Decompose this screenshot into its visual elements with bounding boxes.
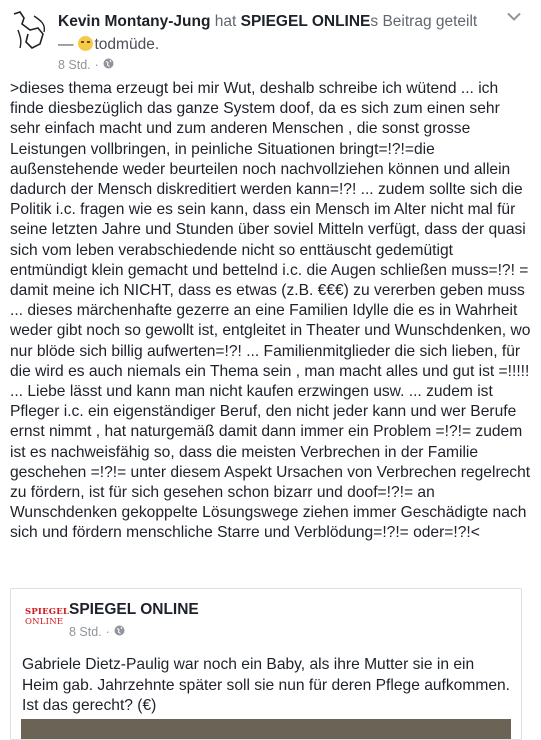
logo-line1: SPIEGEL	[25, 607, 70, 617]
feeling-dash: —	[58, 36, 74, 53]
post-header	[0, 0, 541, 76]
avatar[interactable]	[10, 10, 50, 52]
card-image[interactable]	[21, 719, 511, 739]
author-name[interactable]: Kevin Montany-Jung	[58, 13, 211, 30]
sleepy-face-icon	[78, 36, 93, 51]
globe-icon	[103, 58, 114, 72]
card-text: Gabriele Dietz-Paulig war noch ein Baby, als ihre Mutter sie in ein Heim gab. Jahrzehnte später soll sie nun für deren Pflege aufkommen. Ist das gerecht? (€)	[22, 656, 511, 714]
shared-verb: hat	[214, 13, 237, 30]
post-text: >dieses thema erzeugt bei mir Wut, deshalb schreibe ich wütend ... ich finde diesbezüglich das ganze System doof, da es sich zum einen sehr sehr einfach macht und zum anderen Menschen , die sonst grosse Leistungen vollbringen, in peinliche Situationen bringt=!?!=die außenstehende weder beurteilen noch nachvollziehen können und allein dadurch der Mensch diskreditiert werden kann=!?! ... zudem sollte sich die Politik i.c. fragen wie es sein kann, dass ein Mensch im Alter nicht mal für seine letzten Jahre und Stunden über soviel Mitteln verfügt, dass der quasi sich vom leben verabschiedende nicht so enttäuscht gedemütigt entmündigt klein gemacht und bettelnd i.c. die Augen schließen muss=!?! = damit meine ich NICHT, dass es etwas (z.B. €€€) zu vererben geben muss ... dieses märchenhafte gezerre an eine Familien Idylle die es in Wahrheit weder gibt noch so gewollt ist, entgleitet in Theater und Wunschdenken, wo nur blöde sich billig aufwerten=!?! ... Familienmitglieder die sich lieben, für die wird es auch niemals ein Thema sein , man macht alles und gut ist =!!!!! ... Liebe lässt und kann man nicht kaufen erzwingen usw. ... zudem ist Pfleger i.c. ein eigenständiger Beruf, den nicht jeder kann und wer Berufe ernst nimmt , hat naturgemäß damit dann immer ein Problem =!?!= zudem ist es nachweisfähig so, dass die meisten Verbrechen in der Familie geschehen =!?!= unter diesem Aspekt Ursachen von Verbrechen regelrecht zu fördern, ist für sich gesehen schon bizarr und doof=!?!= an Wunschdenken gekoppelte Lösungswege ziehen immer Geschädigte nach sich und fördern menschliche Starre und Verblödung=!?!= oder=!?!<	[10, 80, 531, 542]
shared-page-link[interactable]: SPIEGEL ONLINE	[240, 13, 371, 30]
post-attribution	[58, 13, 477, 31]
globe-icon	[114, 625, 125, 639]
post-meta	[58, 58, 114, 72]
logo-line2: ONLINE	[25, 617, 64, 627]
feeling-text: todmüde.	[94, 36, 160, 53]
shared-suffix: s Beitrag geteilt	[370, 13, 478, 30]
shared-link-card[interactable]	[10, 588, 522, 740]
card-page-name[interactable]: SPIEGEL ONLINE	[69, 601, 199, 618]
card-timestamp[interactable]: 8 Std.	[69, 625, 102, 639]
chevron-down-icon[interactable]	[506, 10, 522, 22]
spiegel-logo	[25, 607, 70, 631]
card-separator: ·	[105, 625, 110, 639]
feeling-line	[58, 36, 159, 54]
meta-separator: ·	[94, 58, 99, 72]
card-meta	[69, 625, 125, 639]
post-timestamp[interactable]: 8 Std.	[58, 58, 91, 72]
